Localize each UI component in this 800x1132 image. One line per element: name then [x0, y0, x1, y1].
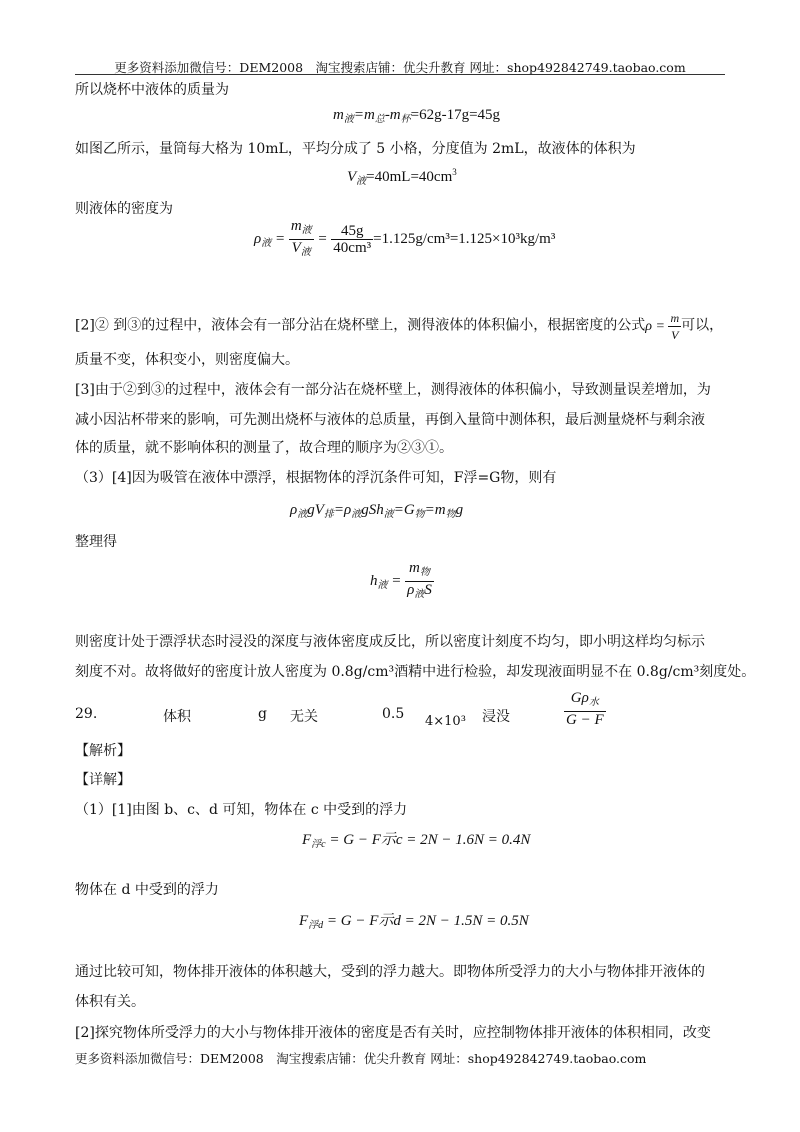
paragraph: （3）[4]因为吸管在液体中漂浮，根据物体的浮沉条件可知，F浮=G物，则有	[75, 470, 557, 486]
answer-6: 浸没	[482, 709, 510, 725]
paragraph: 通过比较可知，物体排开液体的体积越大，受到的浮力越大。即物体所受浮力的大小与物体排开液体的	[75, 964, 705, 980]
answer-2: g	[258, 706, 267, 722]
paragraph: （1）[1]由图 b、c、d 可知，物体在 c 中受到的浮力	[75, 802, 408, 818]
answer-7: $\frac{G\rho_水}{G - F}$	[566, 690, 604, 728]
paragraph: 体的质量，就不影响体积的测量了，故合理的顺序为②③①。	[75, 440, 453, 456]
answer-1: 体积	[163, 709, 191, 725]
equation-volume: $V_液=40mL=40cm^3$	[347, 167, 457, 187]
equation-float: $\rho_液gV_排=\rho_液gSh_液=G_物=m_物g$	[290, 502, 464, 520]
section-analysis: 【解析】	[75, 743, 131, 759]
answer-3: 无关	[290, 709, 318, 725]
paragraph: 则液体的密度为	[75, 201, 173, 217]
paragraph: 所以烧杯中液体的质量为	[75, 82, 229, 98]
paragraph: 质量不变，体积变小，则密度偏大。	[75, 352, 299, 368]
equation-buoyancy-c: $F_{浮c} = G - F$示c = 2N − 1.6N = 0.4N	[302, 832, 531, 850]
paragraph: 体积有关。	[75, 994, 145, 1010]
equation-buoyancy-d: $F_{浮d} = G - F$示d = 2N − 1.5N = 0.5N	[299, 913, 529, 931]
paragraph: 减小因沾杯带来的影响，可先测出烧杯与液体的总质量，再倒入量筒中测体积，最后测量烧杯与剩余液	[75, 412, 705, 428]
paragraph: 整理得	[75, 534, 117, 550]
paragraph: [2]② 到③的过程中，液体会有一部分沾在烧杯壁上，测得液体的体积偏小，根据密度的公式ρ = $\frac{m}{V}$ 可以，	[75, 311, 724, 342]
paragraph: 如图乙所示，量筒每大格为 10mL，平均分成了 5 小格，分度值为 2mL，故液体的体积为	[75, 141, 636, 157]
page-footer: 更多资料添加微信号：DEM2008 淘宝搜索店铺：优尖升教育 网址：shop492842749.taobao.com	[75, 1051, 647, 1066]
section-details: 【详解】	[75, 772, 131, 788]
equation-density: $\rho_液$ = $\frac{m_液}{V_液}$ = $\frac{45g}{\text{40cm³}}$ =1.125g/cm³=1.125×10³kg/m³	[254, 218, 556, 258]
answer-5: 4×10³	[425, 714, 466, 729]
question-number: 29.	[75, 706, 98, 722]
paragraph: 物体在 d 中受到的浮力	[75, 882, 219, 898]
paragraph: [2]探究物体所受浮力的大小与物体排开液体的密度是否有关时，应控制物体排开液体的体积相同，改变	[75, 1025, 711, 1041]
paragraph: 刻度不对。故将做好的密度计放人密度为 0.8g/cm³酒精中进行检验，却发现液面明显不在 0.8g/cm³刻度处。	[75, 664, 756, 680]
paragraph: [3]由于②到③的过程中，液体会有一部分沾在烧杯壁上，测得液体的体积偏小，导致测量误差增加，为	[75, 382, 711, 398]
paragraph: 则密度计处于漂浮状态时浸没的深度与液体密度成反比，所以密度计刻度不均匀，即小明这样均匀标示	[75, 634, 705, 650]
answer-4: 0.5	[382, 706, 405, 722]
page-header: 更多资料添加微信号：DEM2008 淘宝搜索店铺：优尖升教育 网址：shop492842749.taobao.com	[114, 60, 686, 75]
header-rule	[75, 74, 725, 75]
equation-depth: $h_液$ = $\frac{m_物}{\rho_液S}$	[370, 560, 432, 600]
equation-mass: $m_液=m_总-m_杯=62g-17g=45g$	[333, 107, 501, 125]
